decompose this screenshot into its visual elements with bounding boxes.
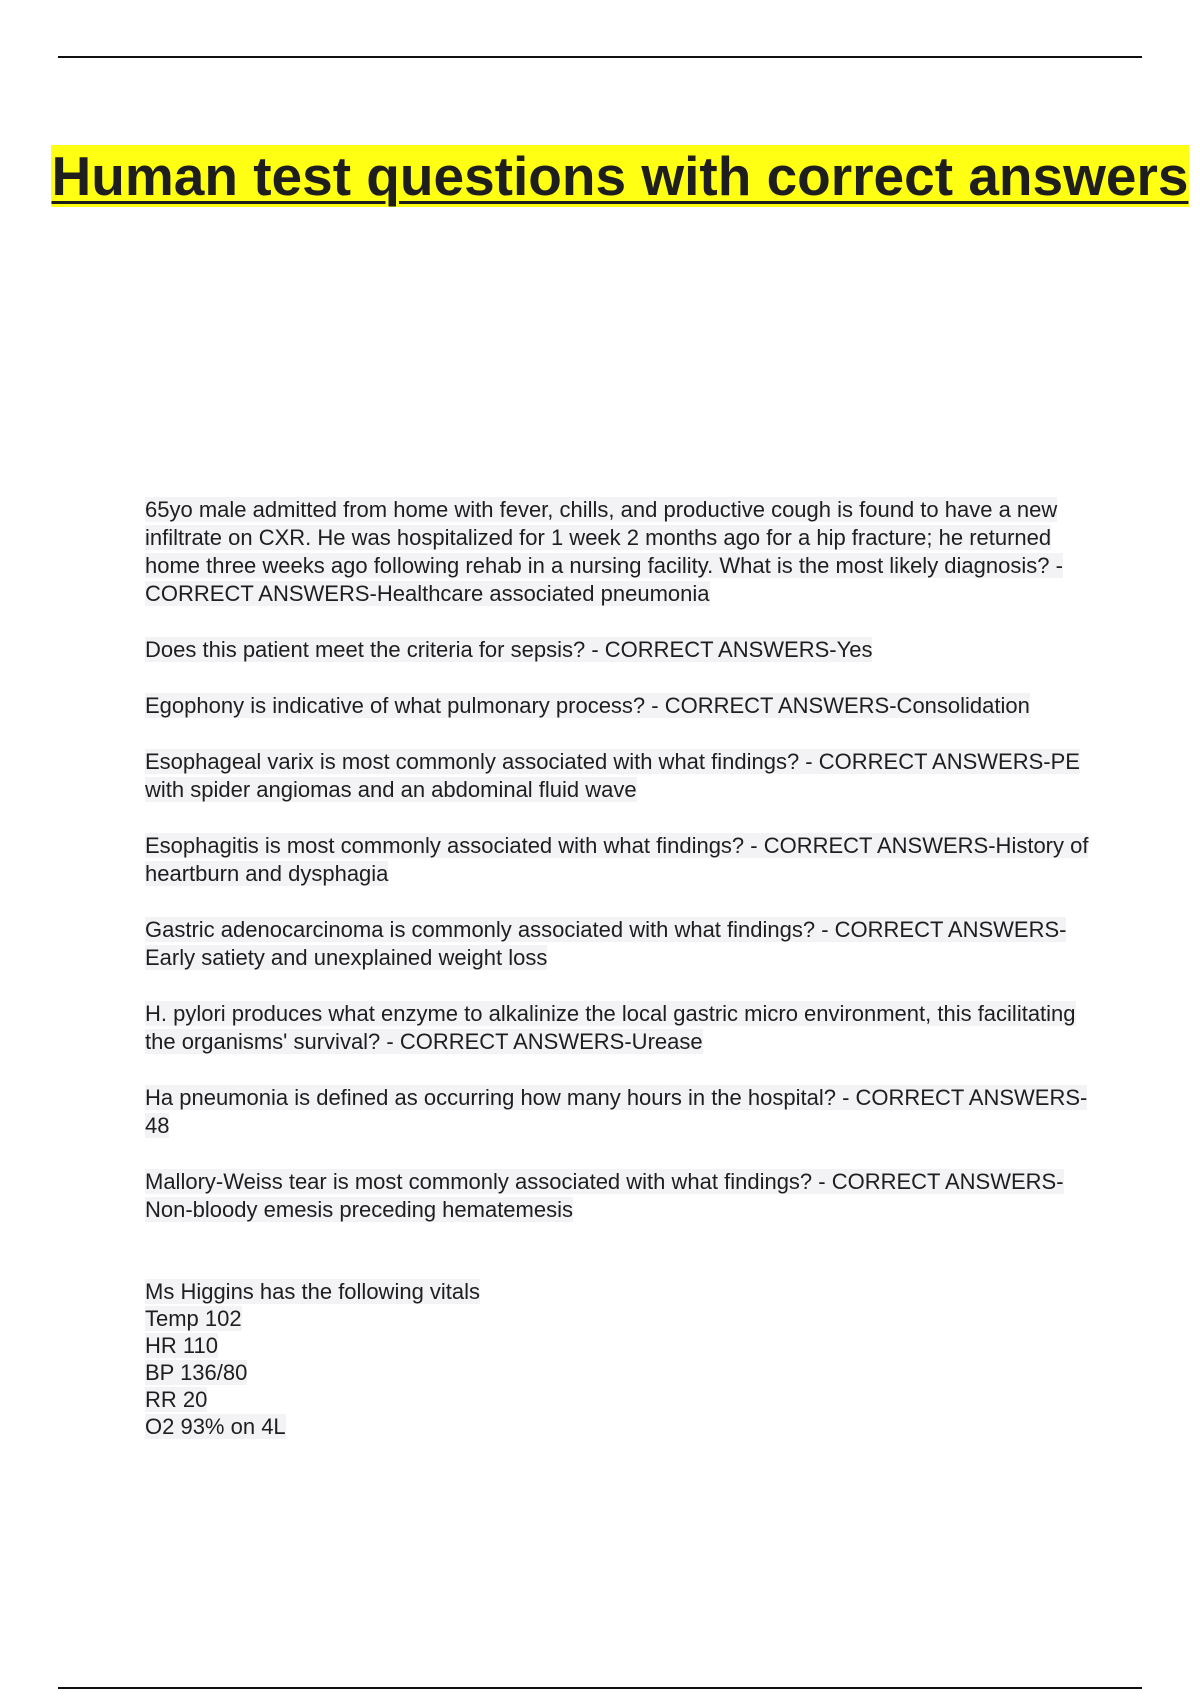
vital-temp: Temp 102: [145, 1306, 242, 1331]
vitals-heading: Ms Higgins has the following vitals: [145, 1279, 481, 1304]
vital-rr: RR 20: [145, 1387, 208, 1412]
qa-text: Mallory-Weiss tear is most commonly associated with what findings? - CORRECT ANSWERS-Non-bloody emesis preceding hematemesis: [145, 1169, 1064, 1222]
bottom-divider: [58, 1687, 1142, 1689]
qa-text: Gastric adenocarcinoma is commonly associated with what findings? - CORRECT ANSWERS-Early satiety and unexplained weight loss: [145, 917, 1067, 970]
qa-text: 65yo male admitted from home with fever, chills, and productive cough is found to have a new infiltrate on CXR. He was hospitalized for 1 week 2 months ago for a hip fracture; he returned home three weeks ago following rehab in a nursing facility. What is the most likely diagnosis? - CORRECT ANSWERS-Healthcare associated pneumonia: [145, 497, 1063, 606]
qa-item: [145, 832, 1095, 888]
qa-text: Esophageal varix is most commonly associated with what findings? - CORRECT ANSWERS-PE with spider angiomas and an abdominal fluid wave: [145, 749, 1080, 802]
qa-item: [145, 1000, 1095, 1056]
qa-item: [145, 916, 1095, 972]
vitals-block: [145, 1278, 1095, 1440]
qa-item: [145, 748, 1095, 804]
qa-item: [145, 1084, 1095, 1140]
qa-item: [145, 636, 1095, 664]
qa-list: [145, 496, 1095, 1252]
top-divider: [58, 56, 1142, 58]
qa-text: Ha pneumonia is defined as occurring how many hours in the hospital? - CORRECT ANSWERS-48: [145, 1085, 1088, 1138]
qa-text: Egophony is indicative of what pulmonary process? - CORRECT ANSWERS-Consolidation: [145, 693, 1030, 718]
qa-item: [145, 1168, 1095, 1224]
qa-item: [145, 692, 1095, 720]
vital-o2: O2 93% on 4L: [145, 1414, 286, 1439]
vital-hr: HR 110: [145, 1333, 218, 1358]
qa-text: H. pylori produces what enzyme to alkalinize the local gastric micro environment, this facilitating the organisms' survival? - CORRECT ANSWERS-Urease: [145, 1001, 1076, 1054]
document-title: [0, 142, 1200, 210]
document-title-text: Human test questions with correct answers: [51, 145, 1189, 207]
qa-text: Esophagitis is most commonly associated with what findings? - CORRECT ANSWERS-History of heartburn and dysphagia: [145, 833, 1089, 886]
qa-text: Does this patient meet the criteria for sepsis? - CORRECT ANSWERS-Yes: [145, 637, 873, 662]
qa-item: [145, 496, 1095, 608]
vital-bp: BP 136/80: [145, 1360, 248, 1385]
